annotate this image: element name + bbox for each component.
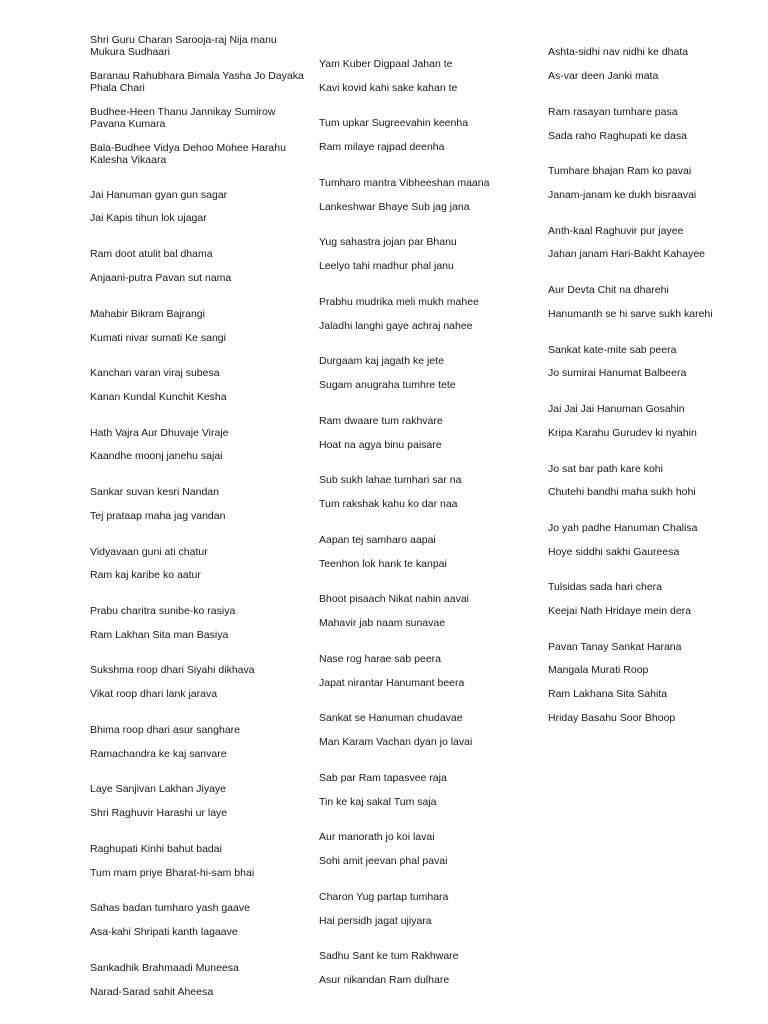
verse-line: Asa-kahi Shripati kanth lagaave bbox=[90, 926, 238, 938]
verse-line: Hai persidh jagat ujiyara bbox=[319, 915, 432, 927]
verse-line: Sahas badan tumharo yash gaave bbox=[90, 902, 250, 914]
verse-line: Shri Raghuvir Harashi ur laye bbox=[90, 807, 228, 819]
verse-line: Keejai Nath Hridaye mein dera bbox=[548, 605, 691, 617]
verse-line: Chutehi bandhi maha sukh hohi bbox=[548, 486, 696, 498]
verse-line: Hoat na agya binu paisare bbox=[319, 439, 442, 451]
verse-line: Anth-kaal Raghuvir pur jayee bbox=[548, 225, 684, 237]
verse-line: Aur manorath jo koi lavai bbox=[319, 831, 435, 843]
verse-line: Sohi amit jeevan phal pavai bbox=[319, 855, 448, 867]
verse-line: As-var deen Janki mata bbox=[548, 70, 659, 82]
verse-line: Tulsidas sada hari chera bbox=[548, 581, 663, 593]
verse-line: Prabhu mudrika meli mukh mahee bbox=[319, 296, 479, 308]
verse-line: Asur nikandan Ram dulhare bbox=[319, 974, 450, 986]
verse-line: Japat nirantar Hanumant beera bbox=[319, 677, 465, 689]
verse-line: Vidyavaan guni ati chatur bbox=[90, 546, 208, 558]
verse-line: Mahavir jab naam sunavae bbox=[319, 617, 446, 629]
verse-line: Bala-Budhee Vidya Dehoo Mohee Harahu Kalesha Vikaara bbox=[90, 142, 286, 166]
verse-line: Jai Kapis tihun lok ujagar bbox=[90, 212, 207, 224]
verse-line: Leelyo tahi madhur phal janu bbox=[319, 260, 454, 272]
verse-line: Ram Lakhan Sita man Basiya bbox=[90, 629, 229, 641]
verse-line: Jai Jai Jai Hanuman Gosahin bbox=[548, 403, 685, 415]
verse-line: Tin ke kaj sakal Tum saja bbox=[319, 796, 437, 808]
verse-line: Ram kaj karibe ko aatur bbox=[90, 569, 201, 581]
verse-line: Hanumanth se hi sarve sukh karehi bbox=[548, 308, 713, 320]
verse-line: Aur Devta Chit na dharehi bbox=[548, 284, 669, 296]
verse-line: Kumati nivar sumati Ke sangi bbox=[90, 332, 226, 344]
verse-line: Lankeshwar Bhaye Sub jag jana bbox=[319, 201, 470, 213]
verse-line: Ram rasayan tumhare pasa bbox=[548, 106, 678, 118]
verse-line: Sankadhik Brahmaadi Muneesa bbox=[90, 962, 239, 974]
verse-line: Nase rog harae sab peera bbox=[319, 653, 441, 665]
verse-line: Sada raho Raghupati ke dasa bbox=[548, 130, 687, 142]
verse-line: Hoye siddhi sakhi Gaureesa bbox=[548, 546, 680, 558]
verse-line: Tej prataap maha jag vandan bbox=[90, 510, 226, 522]
verse-line: Tumhare bhajan Ram ko pavai bbox=[548, 165, 692, 177]
verse-line: Kripa Karahu Gurudev ki nyahin bbox=[548, 427, 697, 439]
verse-line: Tum mam priye Bharat-hi-sam bhai bbox=[90, 867, 255, 879]
verse-line: Jaladhi langhi gaye achraj nahee bbox=[319, 320, 473, 332]
verse-line: Kavi kovid kahi sake kahan te bbox=[319, 82, 458, 94]
verse-line: Prabu charitra sunibe-ko rasiya bbox=[90, 605, 236, 617]
verse-line: Hath Vajra Aur Dhuvaje Viraje bbox=[90, 427, 229, 439]
verse-line: Sukshma roop dhari Siyahi dikhava bbox=[90, 664, 255, 676]
verse-line: Jahan janam Hari-Bakht Kahayee bbox=[548, 248, 706, 260]
verse-line: Sankat se Hanuman chudavae bbox=[319, 712, 463, 724]
verse-line: Ram dwaare tum rakhvare bbox=[319, 415, 443, 427]
verse-line: Ram milaye rajpad deenha bbox=[319, 141, 445, 153]
verse-line: Sankar suvan kesri Nandan bbox=[90, 486, 219, 498]
verse-line: Janam-janam ke dukh bisraavai bbox=[548, 189, 697, 201]
verse-line: Aapan tej samharo aapai bbox=[319, 534, 436, 546]
verse-line: Anjaani-putra Pavan sut nama bbox=[90, 272, 232, 284]
verse-line: Teenhon lok hank te kanpai bbox=[319, 558, 447, 570]
verse-line: Laye Sanjivan Lakhan Jiyaye bbox=[90, 783, 227, 795]
verse-line: Sub sukh lahae tumhari sar na bbox=[319, 474, 462, 486]
verse-line: Hriday Basahu Soor Bhoop bbox=[548, 712, 676, 724]
verse-line: Kaandhe moonj janehu sajai bbox=[90, 450, 223, 462]
verse-line: Bhoot pisaach Nikat nahin aavai bbox=[319, 593, 470, 605]
verse-line: Tum rakshak kahu ko dar naa bbox=[319, 498, 458, 510]
verse-line: Sab par Ram tapasvee raja bbox=[319, 772, 447, 784]
verse-line: Sankat kate-mite sab peera bbox=[548, 344, 677, 356]
verse-line: Ram Lakhana Sita Sahita bbox=[548, 688, 668, 700]
verse-line: Jo sumirai Hanumat Balbeera bbox=[548, 367, 687, 379]
verse-line: Jai Hanuman gyan gun sagar bbox=[90, 189, 228, 201]
verse-line: Mahabir Bikram Bajrangi bbox=[90, 308, 205, 320]
verse-line: Durgaam kaj jagath ke jete bbox=[319, 355, 444, 367]
verse-line: Bhima roop dhari asur sanghare bbox=[90, 724, 241, 736]
verse-line: Narad-Sarad sahit Aheesa bbox=[90, 986, 214, 998]
verse-line: Ramachandra ke kaj sanvare bbox=[90, 748, 227, 760]
verse-line: Sugam anugraha tumhre tete bbox=[319, 379, 456, 391]
verse-line: Charon Yug partap tumhara bbox=[319, 891, 449, 903]
verse-line: Kanan Kundal Kunchit Kesha bbox=[90, 391, 227, 403]
verse-line: Sadhu Sant ke tum Rakhware bbox=[319, 950, 459, 962]
verse-line: Jo sat bar path kare kohi bbox=[548, 463, 663, 475]
verse-line: Tumharo mantra Vibheeshan maana bbox=[319, 177, 490, 189]
verse-line: Yam Kuber Digpaal Jahan te bbox=[319, 58, 453, 70]
verse-line: Man Karam Vachan dyan jo lavai bbox=[319, 736, 473, 748]
verse-line: Yug sahastra jojan par Bhanu bbox=[319, 236, 457, 248]
verse-line: Shri Guru Charan Sarooja-raj Nija manu Mukura Sudhaari bbox=[90, 34, 277, 58]
verse-line: Ashta-sidhi nav nidhi ke dhata bbox=[548, 46, 689, 58]
verse-line: Tum upkar Sugreevahin keenha bbox=[319, 117, 469, 129]
verse-line: Ram doot atulit bal dhama bbox=[90, 248, 213, 260]
verse-line: Pavan Tanay Sankat Harana bbox=[548, 641, 682, 653]
verse-line: Mangala Murati Roop bbox=[548, 664, 649, 676]
verse-line: Baranau Rahubhara Bimala Yasha Jo Dayaka Phala Chari bbox=[90, 70, 304, 94]
verse-line: Raghupati Kinhi bahut badai bbox=[90, 843, 222, 855]
verse-line: Vikat roop dhari lank jarava bbox=[90, 688, 218, 700]
verse-line: Budhee-Heen Thanu Jannikay Sumirow Pavana Kumara bbox=[90, 106, 276, 130]
verse-line: Kanchan varan viraj subesa bbox=[90, 367, 220, 379]
verse-line: Jo yah padhe Hanuman Chalisa bbox=[548, 522, 698, 534]
